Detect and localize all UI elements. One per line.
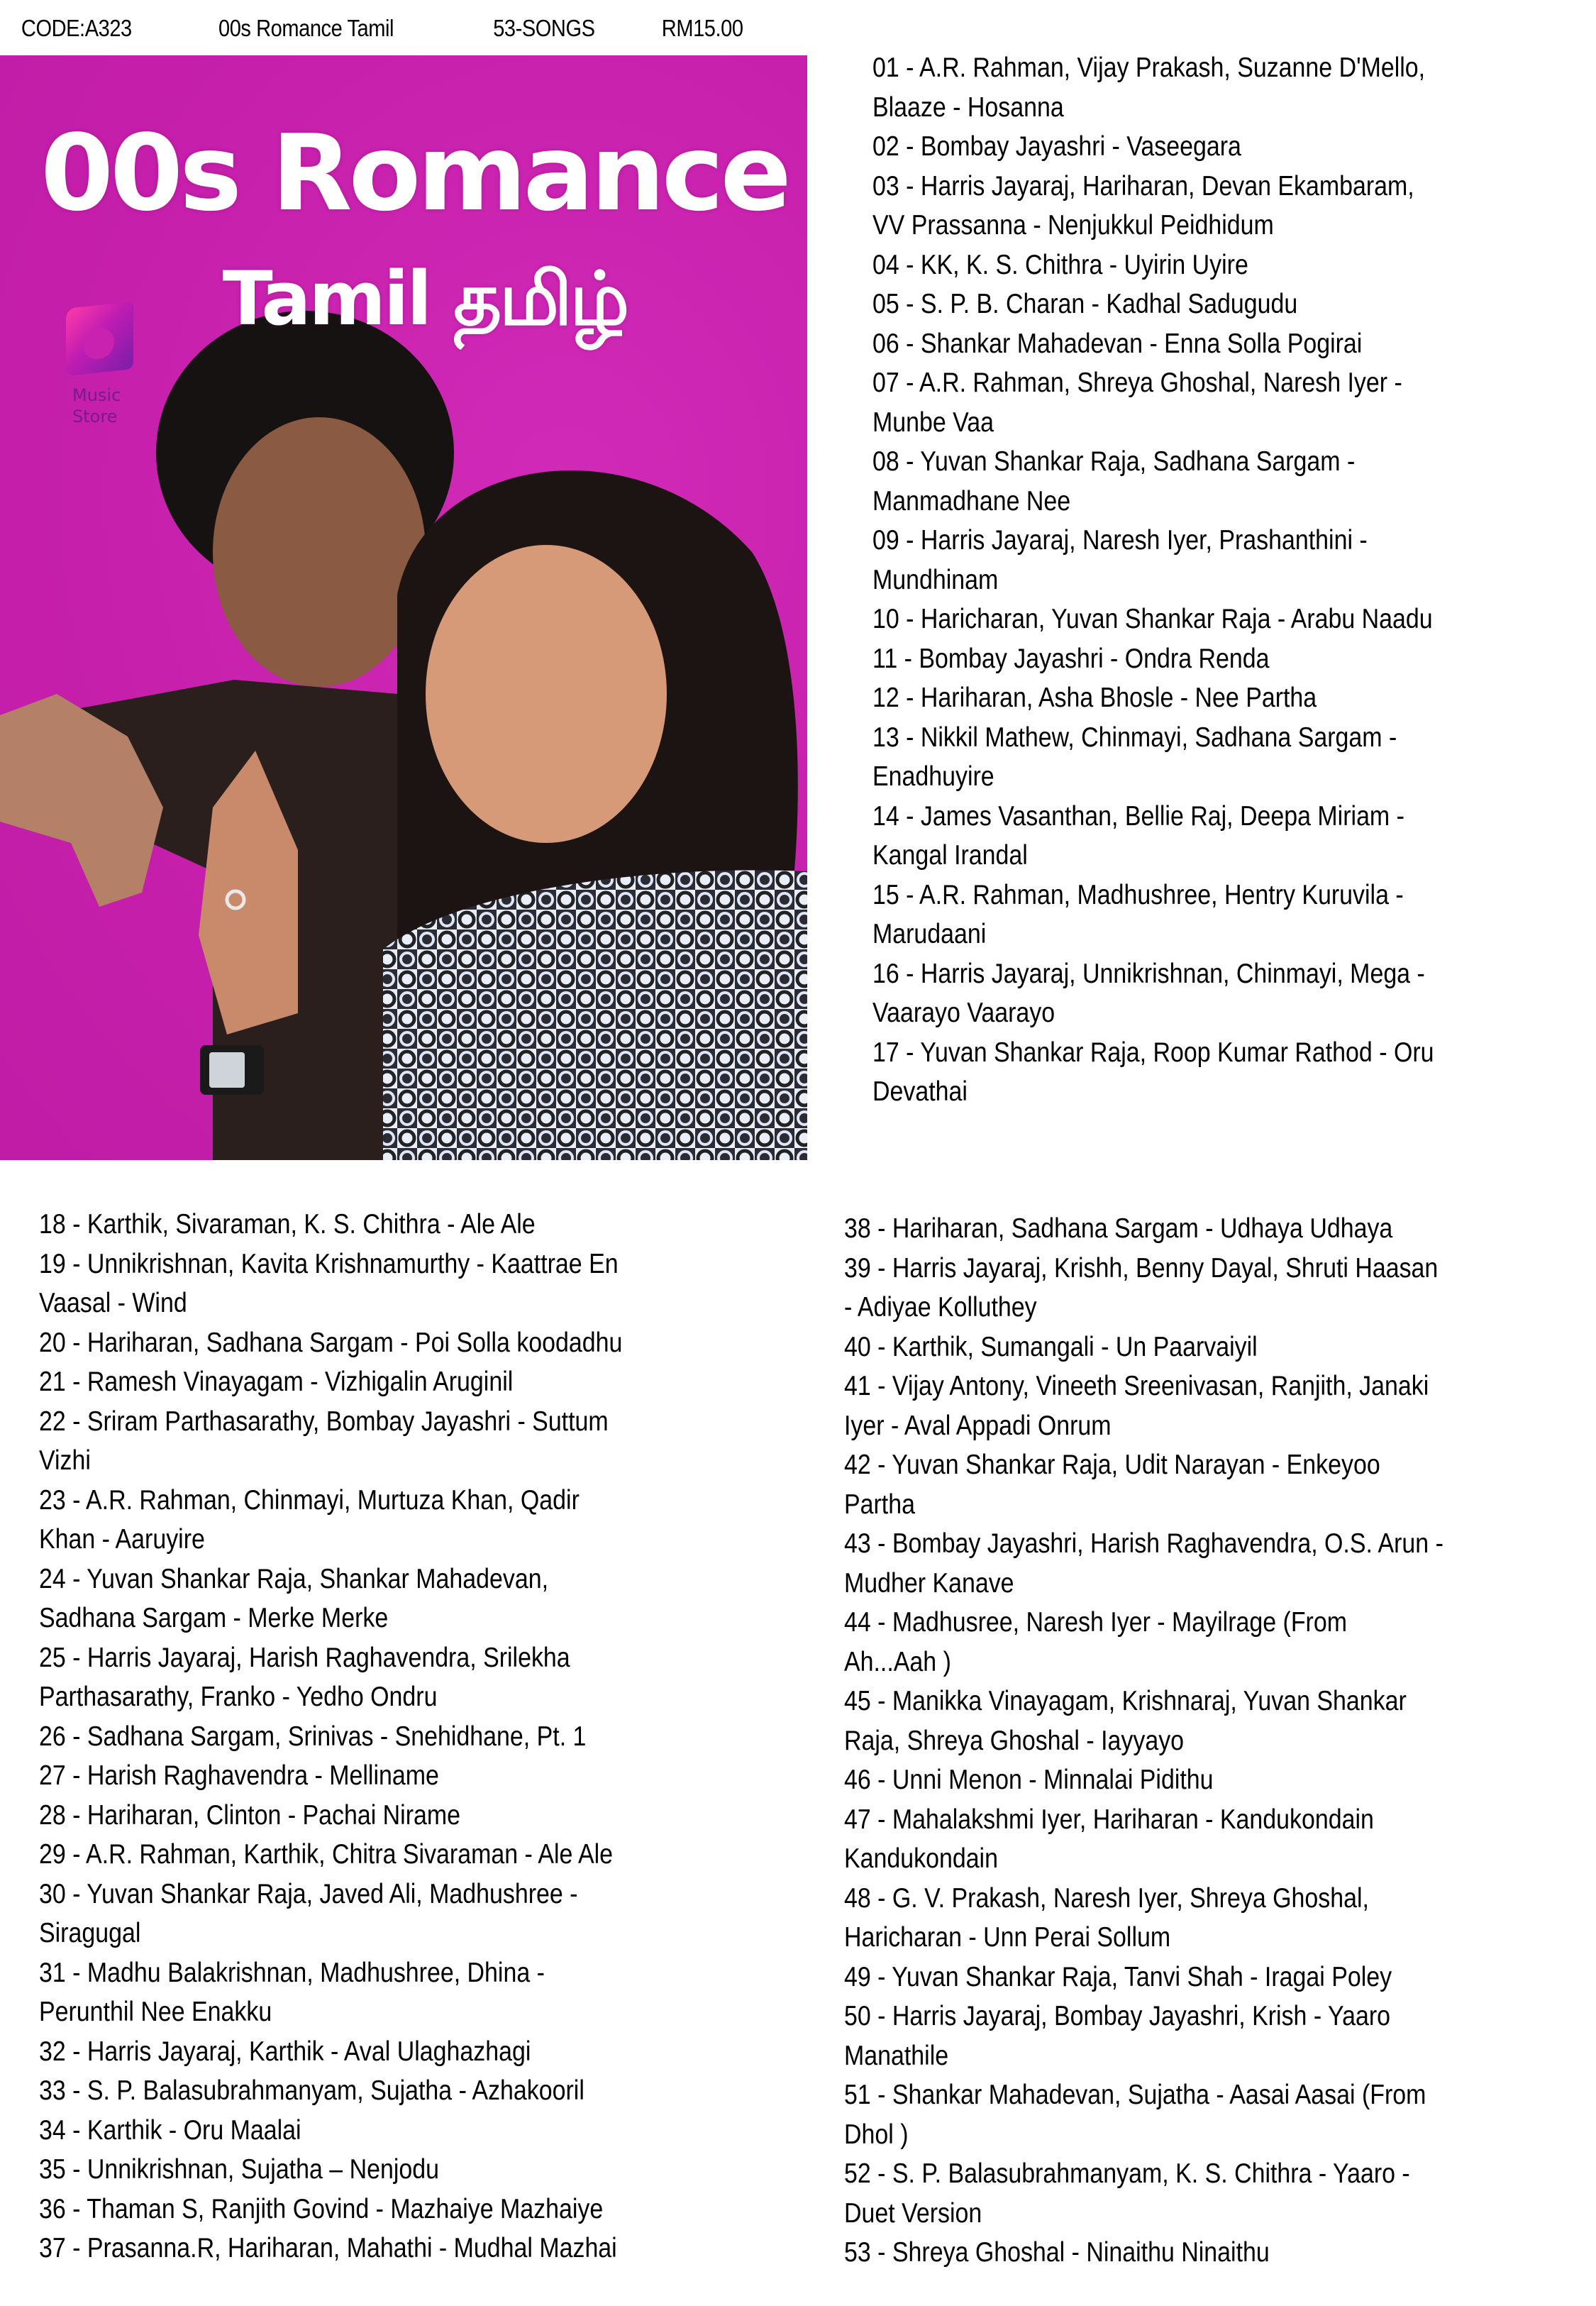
tracklist-column-bottom-right (844, 1209, 1596, 2273)
track-text-line: Marudaani (872, 919, 987, 949)
track-text-line: 12 - Hariharan, Asha Bhosle - Nee Partha (872, 683, 1317, 713)
track-text-line: Khan - Aaruyire (39, 1524, 205, 1555)
track-text-line: 47 - Mahalakshmi Iyer, Hariharan - Kandukondain (844, 1804, 1374, 1835)
track-text-line: 09 - Harris Jayaraj, Naresh Iyer, Prashanthini - (872, 525, 1368, 556)
track-text-line: 22 - Sriram Parthasarathy, Bombay Jayashri - Suttum (39, 1406, 609, 1437)
track-item (39, 2150, 791, 2190)
track-text-line: 25 - Harris Jayaraj, Harish Raghavendra, Srilekha (39, 1642, 570, 1673)
track-text-line: 02 - Bombay Jayashri - Vaseegara (872, 131, 1241, 162)
track-text-line: 28 - Hariharan, Clinton - Pachai Nirame (39, 1799, 461, 1831)
track-text-line: Manathile (844, 2040, 949, 2071)
track-item (39, 2111, 791, 2151)
track-item (39, 1953, 791, 2032)
track-item (39, 1756, 791, 1796)
track-text-line: 18 - Karthik, Sivaraman, K. S. Chithra - Ale Ale (39, 1209, 536, 1240)
track-item (39, 1717, 791, 1757)
track-item (39, 1796, 791, 1836)
track-item (844, 2075, 1596, 2154)
track-text-line: Iyer - Aval Appadi Onrum (844, 1410, 1112, 1441)
track-text-line: Raja, Shreya Ghoshal - Iayyayo (844, 1725, 1185, 1756)
album-title: 00s Romance Tamil (218, 15, 394, 41)
song-count: 53-SONGS (493, 15, 595, 41)
logo-text-line1: Music (72, 385, 121, 405)
track-text-line: Ah...Aah ) (844, 1646, 951, 1677)
track-text-line: 19 - Unnikrishnan, Kavita Krishnamurthy - Kaattrae En (39, 1248, 619, 1279)
track-item (39, 1481, 791, 1560)
track-item (844, 1445, 1596, 1524)
track-item (872, 285, 1568, 324)
track-item (872, 954, 1568, 1033)
track-text-line: 37 - Prasanna.R, Hariharan, Mahathi - Mudhal Mazhai (39, 2233, 617, 2263)
track-text-line: Sadhana Sargam - Merke Merke (39, 1603, 389, 1633)
track-text-line: Haricharan - Unn Perai Sollum (844, 1922, 1171, 1953)
track-item (844, 1209, 1596, 1249)
track-item (844, 1603, 1596, 1682)
music-store-logo (62, 305, 148, 475)
catalog-header (0, 0, 743, 57)
track-text-line: 34 - Karthik - Oru Maalai (39, 2114, 301, 2146)
track-text-line: 16 - Harris Jayaraj, Unnikrishnan, Chinmayi, Mega - (872, 958, 1425, 989)
track-text-line: 52 - S. P. Balasubrahmanyam, K. S. Chithra - Yaaro - (844, 2158, 1410, 2189)
track-item (872, 127, 1568, 167)
track-text-line: 20 - Hariharan, Sadhana Sargam - Poi Solla koodadhu (39, 1327, 623, 1358)
track-text-line: 45 - Manikka Vinayagam, Krishnaraj, Yuvan Shankar (844, 1686, 1407, 1716)
track-item (39, 1323, 791, 1363)
track-item (872, 167, 1568, 246)
track-text-line: 33 - S. P. Balasubrahmanyam, Sujatha - Azhakooril (39, 2075, 584, 2106)
track-text-line: 35 - Unnikrishnan, Sujatha – Nenjodu (39, 2154, 439, 2185)
track-text-line: 05 - S. P. B. Charan - Kadhal Sadugudu (872, 289, 1298, 319)
track-text-line: 17 - Yuvan Shankar Raja, Roop Kumar Rathod - Oru (872, 1037, 1434, 1068)
track-item (39, 2071, 791, 2111)
cover-title-main: 00s Romance (40, 112, 788, 234)
cover-title-sub: Tamil தமிழ் (222, 255, 628, 342)
track-text-line: 13 - Nikkil Mathew, Chinmayi, Sadhana Sargam - (872, 722, 1397, 753)
track-text-line: Manmadhane Nee (872, 485, 1071, 517)
track-text-line: 51 - Shankar Mahadevan, Sujatha - Aasai Aasai (From (844, 2080, 1426, 2110)
track-text-line: 06 - Shankar Mahadevan - Enna Solla Pogirai (872, 328, 1363, 359)
track-text-line: 46 - Unni Menon - Minnalai Pidithu (844, 1765, 1214, 1795)
track-item (844, 1524, 1596, 1603)
track-text-line: 36 - Thaman S, Ranjith Govind - Mazhaiye Mazhaiye (39, 2193, 604, 2224)
track-text-line: Parthasarathy, Franko - Yedho Ondru (39, 1682, 438, 1712)
track-text-line: Vaasal - Wind (39, 1288, 187, 1318)
track-item (39, 2229, 791, 2268)
track-text-line: Mudher Kanave (844, 1567, 1014, 1599)
track-text-line: 15 - A.R. Rahman, Madhushree, Hentry Kuruvila - (872, 879, 1404, 910)
track-text-line: Mundhinam (872, 564, 999, 595)
track-item (872, 797, 1568, 876)
track-text-line: 32 - Harris Jayaraj, Karthik - Aval Ulaghazhagi (39, 2036, 531, 2067)
track-text-line: 48 - G. V. Prakash, Naresh Iyer, Shreya Ghoshal, (844, 1882, 1369, 1914)
track-text-line: Perunthil Nee Enakku (39, 1997, 272, 2027)
track-item (39, 2190, 791, 2229)
track-text-line: Dhol ) (844, 2119, 909, 2150)
track-item (844, 1800, 1596, 1879)
track-text-line: 03 - Harris Jayaraj, Hariharan, Devan Ekambaram, (872, 170, 1414, 202)
track-text-line: 40 - Karthik, Sumangali - Un Paarvaiyil (844, 1331, 1258, 1362)
track-text-line: 42 - Yuvan Shankar Raja, Udit Narayan - Enkeyoo (844, 1450, 1380, 1480)
track-item (39, 1560, 791, 1638)
track-text-line: Vizhi (39, 1445, 91, 1476)
track-item (872, 324, 1568, 364)
track-text-line: 29 - A.R. Rahman, Karthik, Chitra Sivaraman - Ale Ale (39, 1839, 614, 1870)
track-text-line: Kandukondain (844, 1843, 998, 1874)
track-item (844, 1879, 1596, 1958)
track-item (39, 1402, 791, 1481)
track-text-line: 04 - KK, K. S. Chithra - Uyirin Uyire (872, 249, 1248, 280)
track-item (872, 600, 1568, 639)
track-item (872, 678, 1568, 718)
track-item (872, 48, 1568, 127)
track-text-line: 21 - Ramesh Vinayagam - Vizhigalin Aruginil (39, 1367, 514, 1397)
track-text-line: 24 - Yuvan Shankar Raja, Shankar Mahadevan, (39, 1563, 549, 1594)
track-text-line: Vaarayo Vaarayo (872, 998, 1055, 1028)
music-note-icon (66, 302, 133, 376)
product-code: CODE:A323 (21, 15, 132, 41)
track-item (39, 1205, 791, 1245)
track-text-line: 53 - Shreya Ghoshal - Ninaithu Ninaithu (844, 2237, 1270, 2268)
track-item (39, 1875, 791, 1953)
track-text-line: 44 - Madhusree, Naresh Iyer - Mayilrage (From (844, 1607, 1347, 1638)
tracklist-column-bottom-left (39, 1205, 791, 2268)
track-item (39, 1835, 791, 1875)
track-text-line: Devathai (872, 1076, 968, 1107)
track-text-line: 14 - James Vasanthan, Bellie Raj, Deepa Miriam - (872, 800, 1404, 832)
track-item (39, 1362, 791, 1402)
track-text-line: 10 - Haricharan, Yuvan Shankar Raja - Arabu Naadu (872, 604, 1433, 634)
track-item (844, 2154, 1596, 2233)
track-item (872, 1033, 1568, 1112)
track-text-line: 31 - Madhu Balakrishnan, Madhushree, Dhina - (39, 1957, 545, 1988)
track-text-line: 01 - A.R. Rahman, Vijay Prakash, Suzanne D'Mello, (872, 53, 1426, 83)
logo-text-line2: Store (72, 407, 118, 426)
track-text-line: 23 - A.R. Rahman, Chinmayi, Murtuza Khan, Qadir (39, 1484, 580, 1516)
track-item (844, 1682, 1596, 1760)
album-cover (0, 55, 807, 1160)
track-item (844, 1760, 1596, 1800)
track-text-line: Enadhuyire (872, 761, 994, 792)
track-item (872, 876, 1568, 954)
track-item (39, 1638, 791, 1717)
track-text-line: 49 - Yuvan Shankar Raja, Tanvi Shah - Iragai Poley (844, 1961, 1392, 1992)
track-item (844, 1249, 1596, 1328)
track-item (844, 1958, 1596, 1997)
track-text-line: 41 - Vijay Antony, Vineeth Sreenivasan, Ranjith, Janaki (844, 1371, 1429, 1401)
track-text-line: 27 - Harish Raghavendra - Melliname (39, 1760, 439, 1791)
track-item (872, 718, 1568, 797)
track-item (39, 1245, 791, 1323)
tracklist-column-top-right (872, 48, 1568, 1112)
track-text-line: 30 - Yuvan Shankar Raja, Javed Ali, Madhushree - (39, 1878, 578, 1909)
track-text-line: 07 - A.R. Rahman, Shreya Ghoshal, Naresh Iyer - (872, 368, 1402, 398)
track-item (872, 639, 1568, 679)
track-text-line: - Adiyae Kolluthey (844, 1292, 1037, 1323)
track-text-line: 43 - Bombay Jayashri, Harish Raghavendra, O.S. Arun - (844, 1528, 1443, 1559)
track-text-line: Siragugal (39, 1918, 141, 1948)
track-text-line: 38 - Hariharan, Sadhana Sargam - Udhaya Udhaya (844, 1213, 1393, 1244)
track-item (872, 363, 1568, 442)
track-text-line: 11 - Bombay Jayashri - Ondra Renda (872, 643, 1270, 674)
track-item (844, 1997, 1596, 2075)
track-item (872, 442, 1568, 521)
track-text-line: Munbe Vaa (872, 407, 994, 438)
track-text-line: 08 - Yuvan Shankar Raja, Sadhana Sargam - (872, 446, 1356, 477)
track-item (872, 521, 1568, 600)
track-item (39, 2032, 791, 2072)
track-item (844, 1367, 1596, 1445)
track-text-line: VV Prassanna - Nenjukkul Peidhidum (872, 210, 1274, 241)
price: RM15.00 (661, 15, 743, 41)
track-item (844, 1328, 1596, 1367)
track-text-line: Partha (844, 1489, 915, 1520)
track-text-line: Duet Version (844, 2197, 982, 2229)
track-text-line: 50 - Harris Jayaraj, Bombay Jayashri, Krish - Yaaro (844, 2001, 1390, 2031)
track-text-line: 26 - Sadhana Sargam, Srinivas - Snehidhane, Pt. 1 (39, 1721, 587, 1752)
track-text-line: Blaaze - Hosanna (872, 92, 1064, 123)
track-text-line: 39 - Harris Jayaraj, Krishh, Benny Dayal, Shruti Haasan (844, 1252, 1439, 1284)
track-text-line: Kangal Irandal (872, 840, 1028, 871)
track-item (844, 2233, 1596, 2273)
track-item (872, 246, 1568, 285)
